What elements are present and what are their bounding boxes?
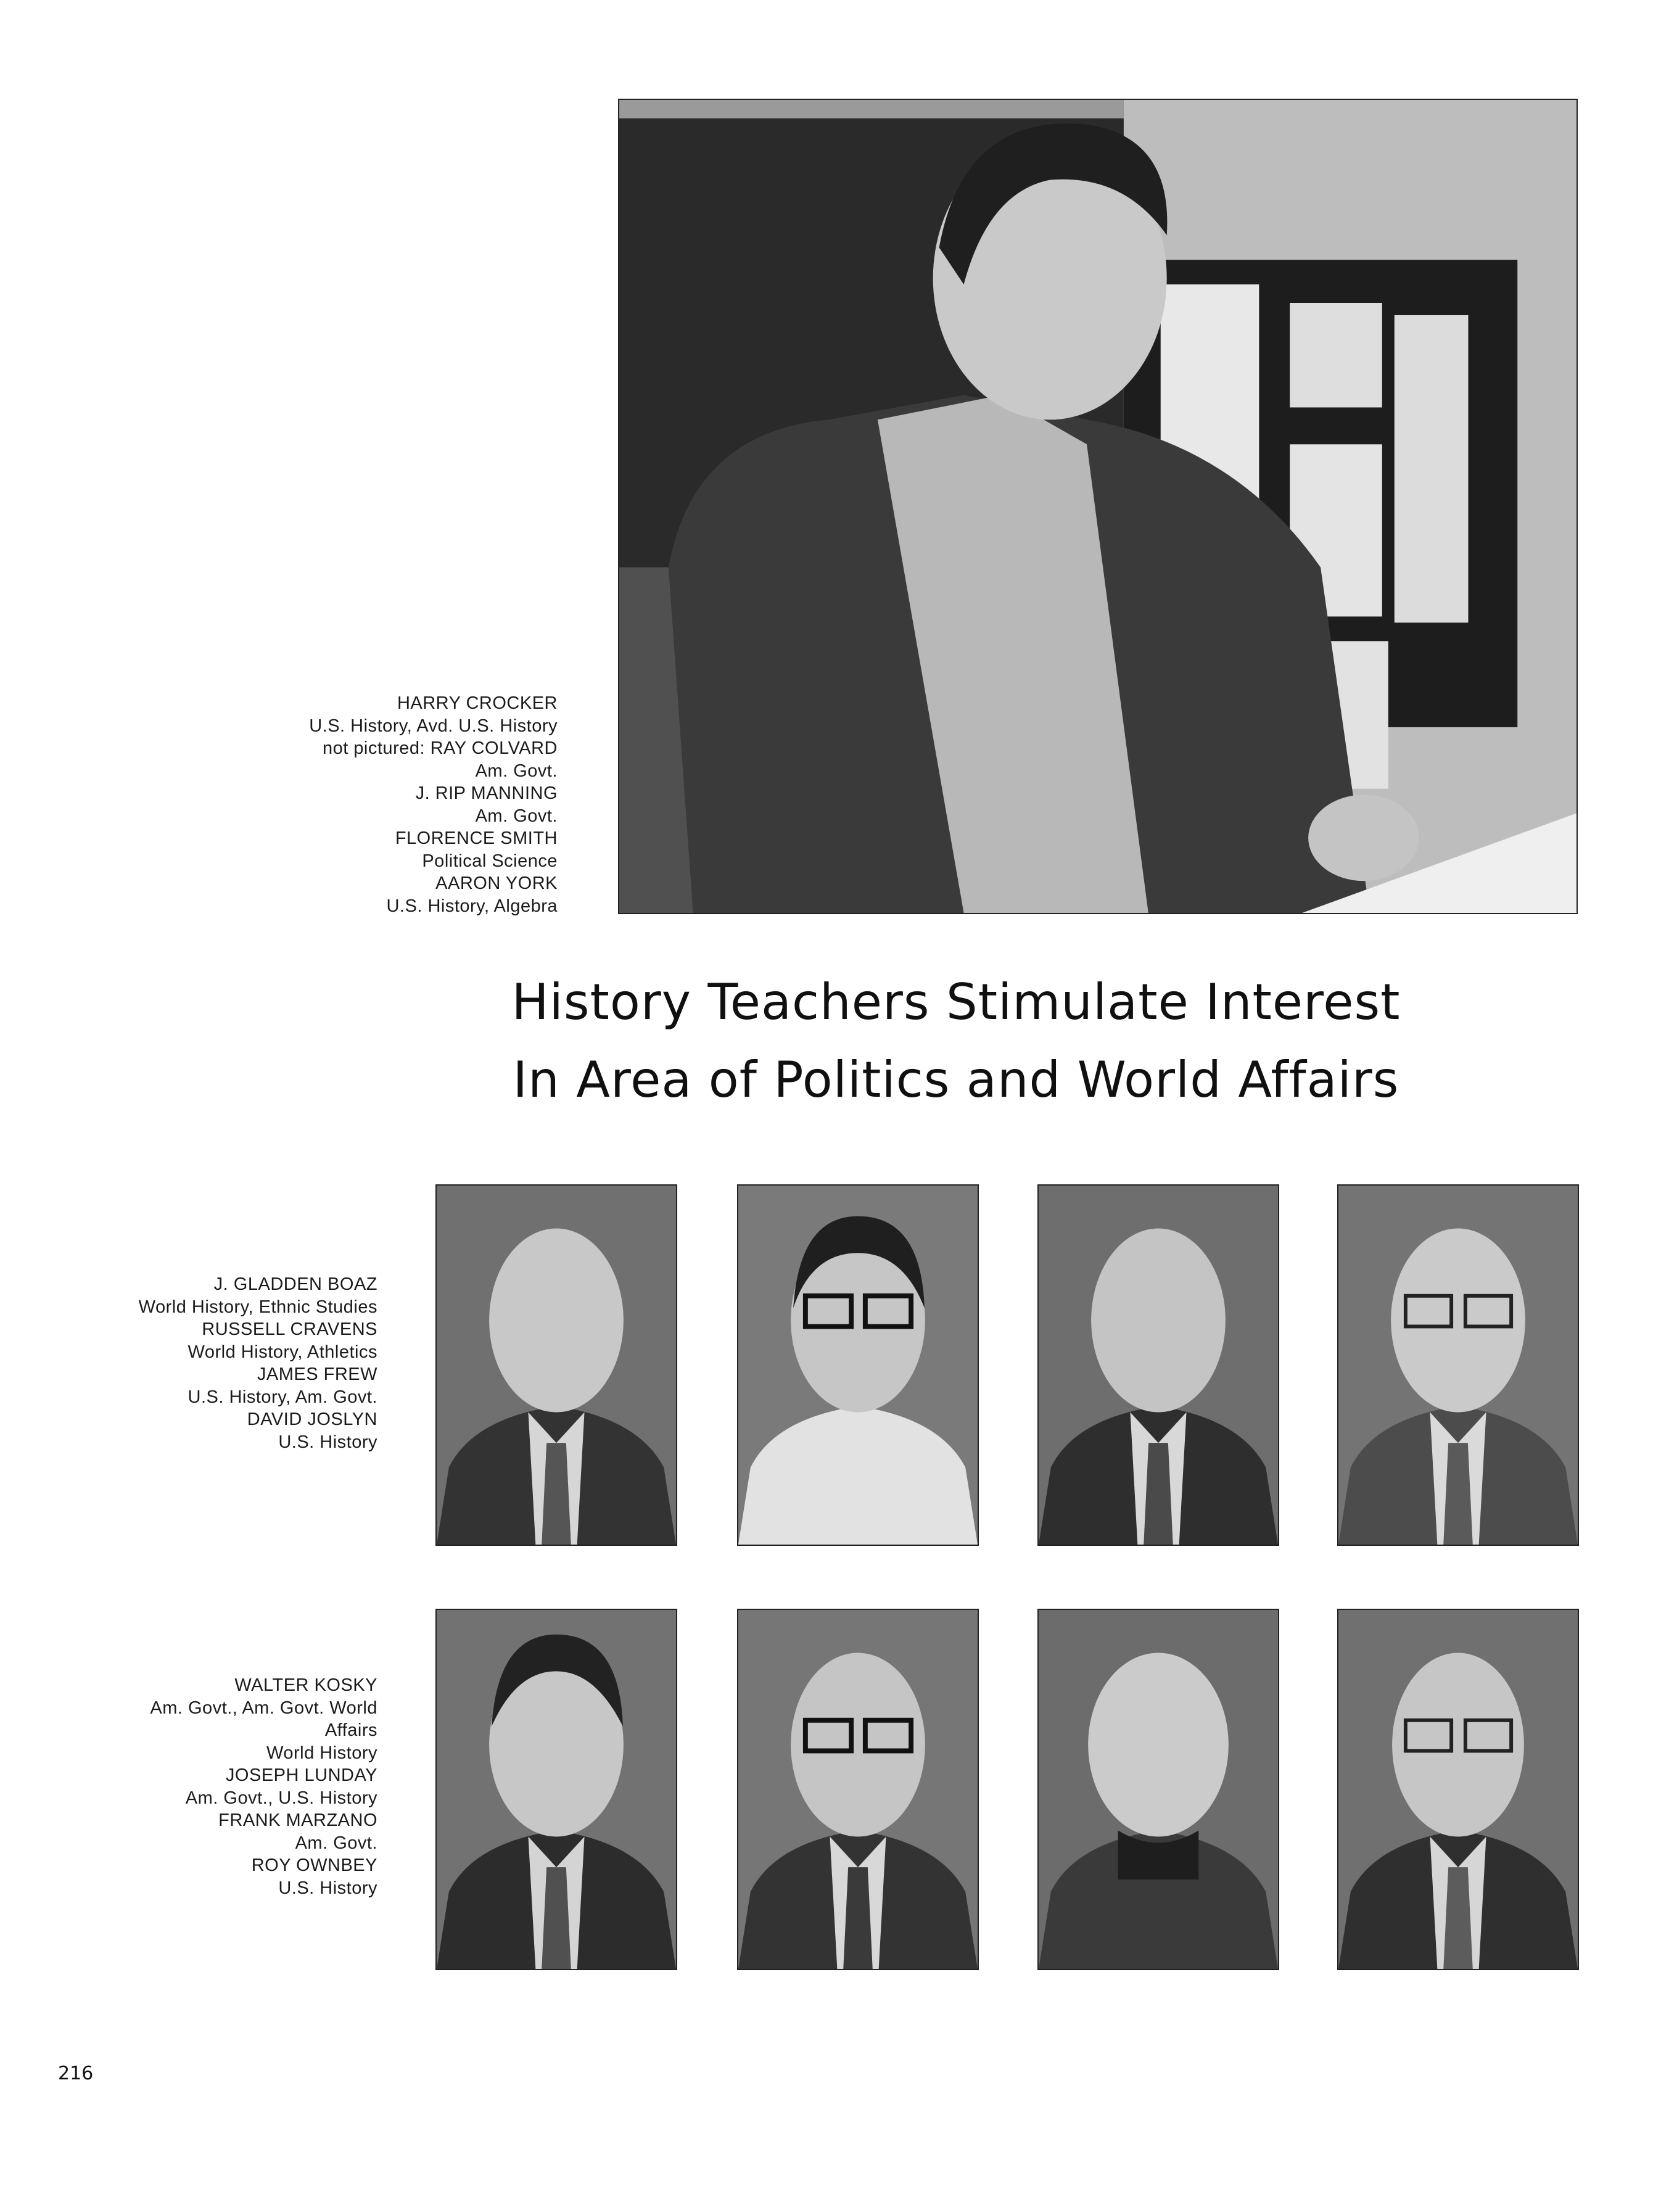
row1-caption xyxy=(49,1273,377,1453)
caption-line: Am. Govt. xyxy=(295,1833,377,1853)
caption-line: RUSSELL CRAVENS xyxy=(202,1319,377,1339)
caption-line: Political Science xyxy=(422,851,558,871)
caption-line: World History xyxy=(266,1743,377,1763)
caption-line: ROY OWNBEY xyxy=(251,1855,377,1875)
caption-line: U.S. History xyxy=(278,1432,377,1452)
portrait-kosky xyxy=(435,1609,677,1970)
caption-line: World History, Athletics xyxy=(188,1342,377,1362)
caption-line: Am. Govt. xyxy=(475,761,558,781)
portrait-joslyn xyxy=(1337,1184,1579,1546)
caption-line: World History, Ethnic Studies xyxy=(138,1297,377,1317)
headline-line-2: In Area of Politics and World Affairs xyxy=(513,1051,1399,1108)
row2-caption xyxy=(49,1674,377,1899)
caption-line: Am. Govt., Am. Govt. World xyxy=(150,1698,377,1718)
page-headline xyxy=(432,964,1480,1119)
teacher-lecturing-photo xyxy=(618,99,1578,914)
caption-line: not pictured: RAY COLVARD xyxy=(322,738,558,758)
caption-line: U.S. History, Algebra xyxy=(386,896,558,916)
caption-line: U.S. History xyxy=(278,1878,377,1898)
portrait-marzano xyxy=(1037,1609,1279,1970)
caption-line: Am. Govt., U.S. History xyxy=(185,1788,377,1808)
top-caption xyxy=(185,692,558,917)
caption-line: J. GLADDEN BOAZ xyxy=(213,1274,377,1294)
headline-line-1: History Teachers Stimulate Interest xyxy=(511,973,1401,1031)
portrait-ownbey xyxy=(1337,1609,1579,1970)
caption-line: JAMES FREW xyxy=(257,1364,377,1384)
caption-line: FRANK MARZANO xyxy=(218,1810,377,1830)
caption-line: DAVID JOSLYN xyxy=(247,1409,377,1429)
caption-line: FLORENCE SMITH xyxy=(395,828,558,848)
portrait-frew xyxy=(1037,1184,1279,1546)
caption-line: AARON YORK xyxy=(435,873,558,893)
caption-line: U.S. History, Avd. U.S. History xyxy=(309,716,558,736)
portrait-lunday xyxy=(737,1609,979,1970)
caption-line: U.S. History, Am. Govt. xyxy=(188,1387,377,1407)
page-number: 216 xyxy=(58,2063,94,2084)
caption-line: Am. Govt. xyxy=(475,806,558,826)
caption-line: HARRY CROCKER xyxy=(397,693,558,713)
caption-line: JOSEPH LUNDAY xyxy=(225,1765,377,1785)
caption-line: J. RIP MANNING xyxy=(415,783,558,803)
portrait-cravens xyxy=(737,1184,979,1546)
caption-line: WALTER KOSKY xyxy=(234,1675,377,1695)
portrait-boaz xyxy=(435,1184,677,1546)
caption-line: Affairs xyxy=(324,1720,377,1740)
